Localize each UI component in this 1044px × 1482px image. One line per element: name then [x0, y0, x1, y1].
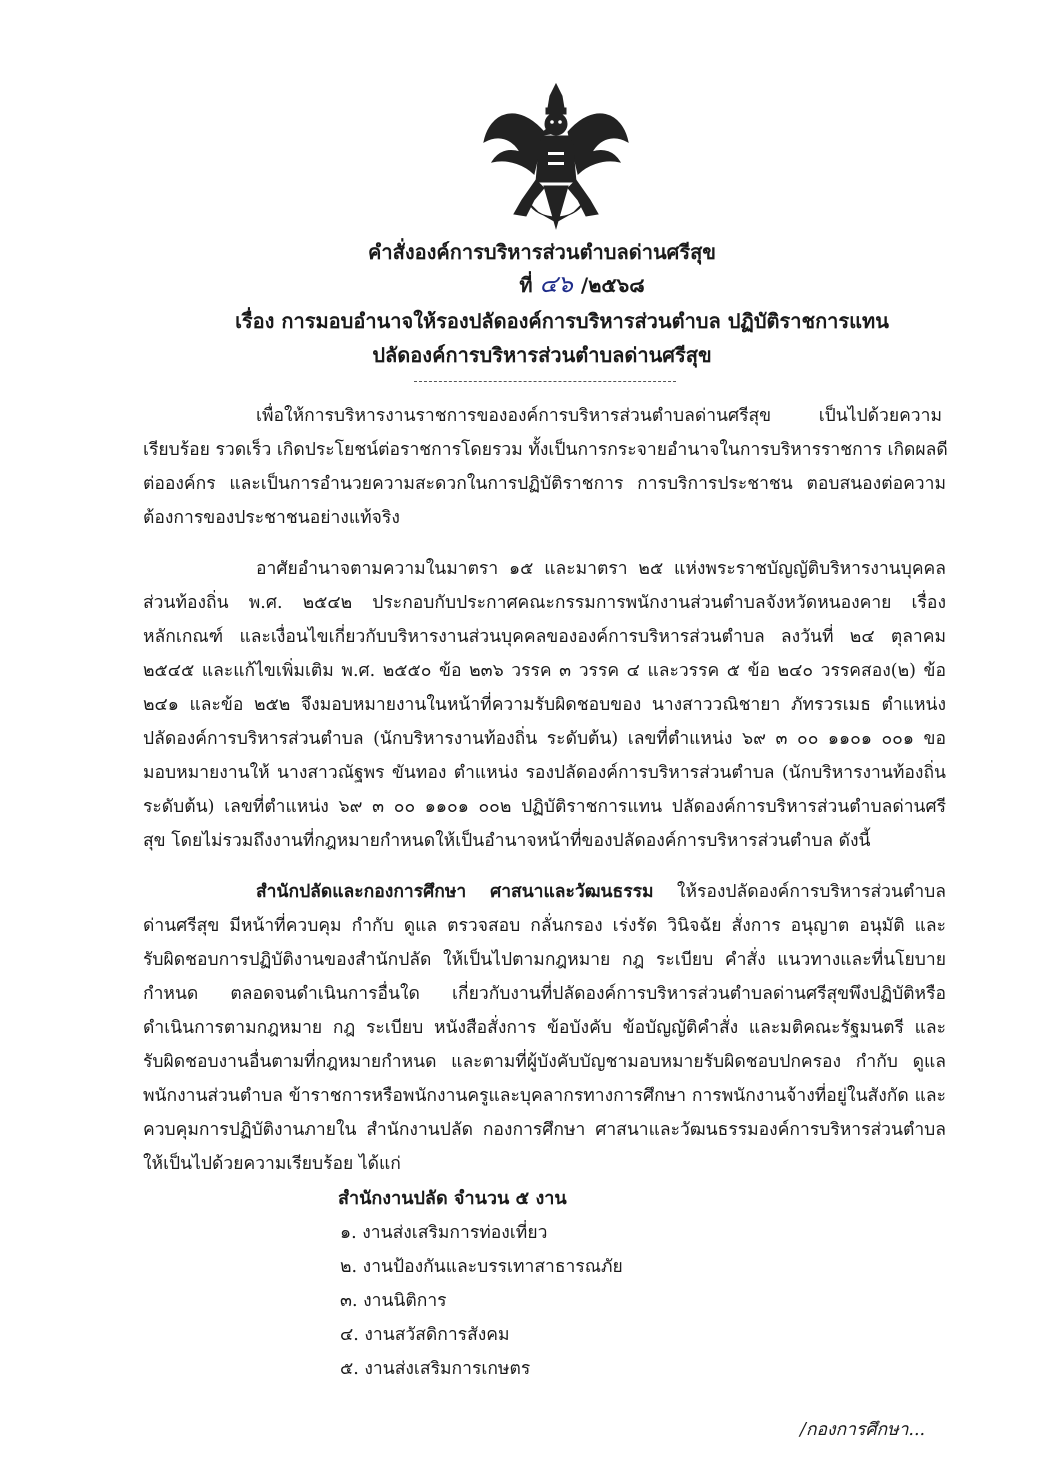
list-item: ๒. งานป้องกันและบรรเทาสาธารณภัย [340, 1257, 623, 1277]
list-item: ๕. งานส่งเสริมการเกษตร [340, 1359, 531, 1379]
p3-line: ควบคุมการปฏิบัติงานภายใน สำนักงานปลัด กองการศึกษา ศาสนาและวัฒนธรรมองค์การบริหารส่วนตำบล [143, 1120, 946, 1140]
p3-bold-lead: สำนักปลัดและกองการศึกษา ศาสนาและวัฒนธรรม [256, 882, 654, 902]
p3-line: ด่านศรีสุข มีหน้าที่ควบคุม กำกับ ดูแล ตรวจสอบ กลั่นกรอง เร่งรัด วินิจฉัย สั่งการ อนุญาต อนุมัติ และ [143, 916, 946, 936]
p3-first-rest: ให้รองปลัดองค์การบริหารส่วนตำบล [653, 882, 946, 902]
list-heading: สำนักงานปลัด จำนวน ๕ งาน [338, 1188, 567, 1209]
subject-line-1: เรื่อง การมอบอำนาจให้รองปลัดองค์การบริหารส่วนตำบล ปฏิบัติราชการแทน [235, 309, 889, 333]
number-prefix: ที่ [519, 273, 533, 297]
subject-line-2: ปลัดองค์การบริหารส่วนตำบลด่านศรีสุข [372, 343, 712, 367]
p3-line: ให้เป็นไปด้วยความเรียบร้อย ได้แก่ [143, 1154, 401, 1174]
p3-first-line [256, 880, 946, 904]
p2-line: ปลัดองค์การบริหารส่วนตำบล (นักบริหารงานท้องถิ่น ระดับต้น) เลขที่ตำแหน่ง ๖๙ ๓ ๐๐ ๑๑๐๑ ๐๐๑ ขอ [143, 729, 946, 749]
p3-line: รับผิดชอบการปฏิบัติงานของสำนักปลัด ให้เป็นไปตามกฎหมาย กฎ ระเบียบ คำสั่ง แนวทางและที่นโยบาย [143, 950, 946, 970]
p2-line: สุข โดยไม่รวมถึงงานที่กฎหมายกำหนดให้เป็นอำนาจหน้าที่ของปลัดองค์การบริหารส่วนตำบล ดังนี้ [143, 831, 871, 851]
p3-line: พนักงานส่วนตำบล ข้าราชการหรือพนักงานครูและบุคลากรทางการศึกษา การพนักงานจ้างที่อยู่ในสังกัด และ [143, 1086, 946, 1106]
p1-line: ต่อองค์กร และเป็นการอำนวยความสะดวกในการปฏิบัติราชการ การบริการประชาชน ตอบสนองต่อความ [143, 474, 946, 494]
p2-line: ระดับต้น) เลขที่ตำแหน่ง ๖๙ ๓ ๐๐ ๑๑๐๑ ๐๐๒ ปฏิบัติราชการแทน ปลัดองค์การบริหารส่วนตำบลด่านศรี [143, 797, 946, 817]
number-year: /๒๕๖๘ [580, 273, 645, 297]
p2-line: มอบหมายงานให้ นางสาวณัฐพร ขันทอง ตำแหน่ง รองปลัดองค์การบริหารส่วนตำบล (นักบริหารงานท้องถิ่น [143, 763, 946, 783]
order-number [60, 270, 1044, 299]
order-title: คำสั่งองค์การบริหารส่วนตำบลด่านศรีสุข [368, 240, 716, 264]
handwritten-number: ๔๖ [539, 270, 573, 298]
list-item: ๑. งานส่งเสริมการท่องเที่ยว [340, 1223, 548, 1243]
p2-line: หลักเกณฑ์ และเงื่อนไขเกี่ยวกับบริหารงานส่วนบุคคลขององค์การบริหารส่วนตำบล ลงวันที่ ๒๔ ตุลาคม [143, 627, 946, 647]
p3-line: ดำเนินการตามกฎหมาย กฎ ระเบียบ หนังสือสั่งการ ข้อบังคับ ข้อบัญญัติคำสั่ง และมติคณะรัฐมนตรี และ [143, 1018, 946, 1038]
p3-line: กำหนด ตลอดจนดำเนินการอื่นใด เกี่ยวกับงานที่ปลัดองค์การบริหารส่วนตำบลด่านศรีสุขพึงปฏิบัติหรือ [143, 984, 946, 1004]
garuda-emblem-icon [478, 82, 634, 232]
p2-line: ๒๔๑ และข้อ ๒๕๒ จึงมอบหมายงานในหน้าที่ความรับผิดชอบของ นางสาววณิชายา ภัทรวรเมธ ตำแหน่ง [143, 695, 946, 715]
p3-line: รับผิดชอบงานอื่นตามที่กฎหมายกำหนด และตามที่ผู้บังคับบัญชามอบหมายรับผิดชอบปกครอง กำกับ ดูแล [143, 1052, 946, 1072]
p2-line: ส่วนท้องถิ่น พ.ศ. ๒๕๔๒ ประกอบกับประกาศคณะกรรมการพนักงานส่วนตำบลจังหวัดหนองคาย เรื่อง [143, 593, 946, 613]
continuation-note: /กองการศึกษา... [800, 1420, 926, 1440]
p1-line: เรียบร้อย รวดเร็ว เกิดประโยชน์ต่อราชการโดยรวม ทั้งเป็นการกระจายอำนาจในการบริหารราชการ เกิดผลดี [143, 440, 948, 460]
p2-line: อาศัยอำนาจตามความในมาตรา ๑๕ และมาตรา ๒๕ แห่งพระราชบัญญัติบริหารงานบุคคล [256, 559, 946, 579]
p1-line: เพื่อให้การบริหารงานราชการขององค์การบริหารส่วนตำบลด่านศรีสุข เป็นไปด้วยความ [256, 406, 942, 426]
list-item: ๔. งานสวัสดิการสังคม [340, 1325, 510, 1345]
header-divider [414, 381, 676, 382]
p2-line: ๒๕๔๕ และแก้ไขเพิ่มเติม พ.ศ. ๒๕๕๐ ข้อ ๒๓๖ วรรค ๓ วรรค ๔ และวรรค ๕ ข้อ ๒๔๐ วรรคสอง(๒) ข้อ [143, 661, 946, 681]
list-item: ๓. งานนิติการ [340, 1291, 447, 1311]
p1-line: ต้องการของประชาชนอย่างแท้จริง [143, 508, 400, 528]
